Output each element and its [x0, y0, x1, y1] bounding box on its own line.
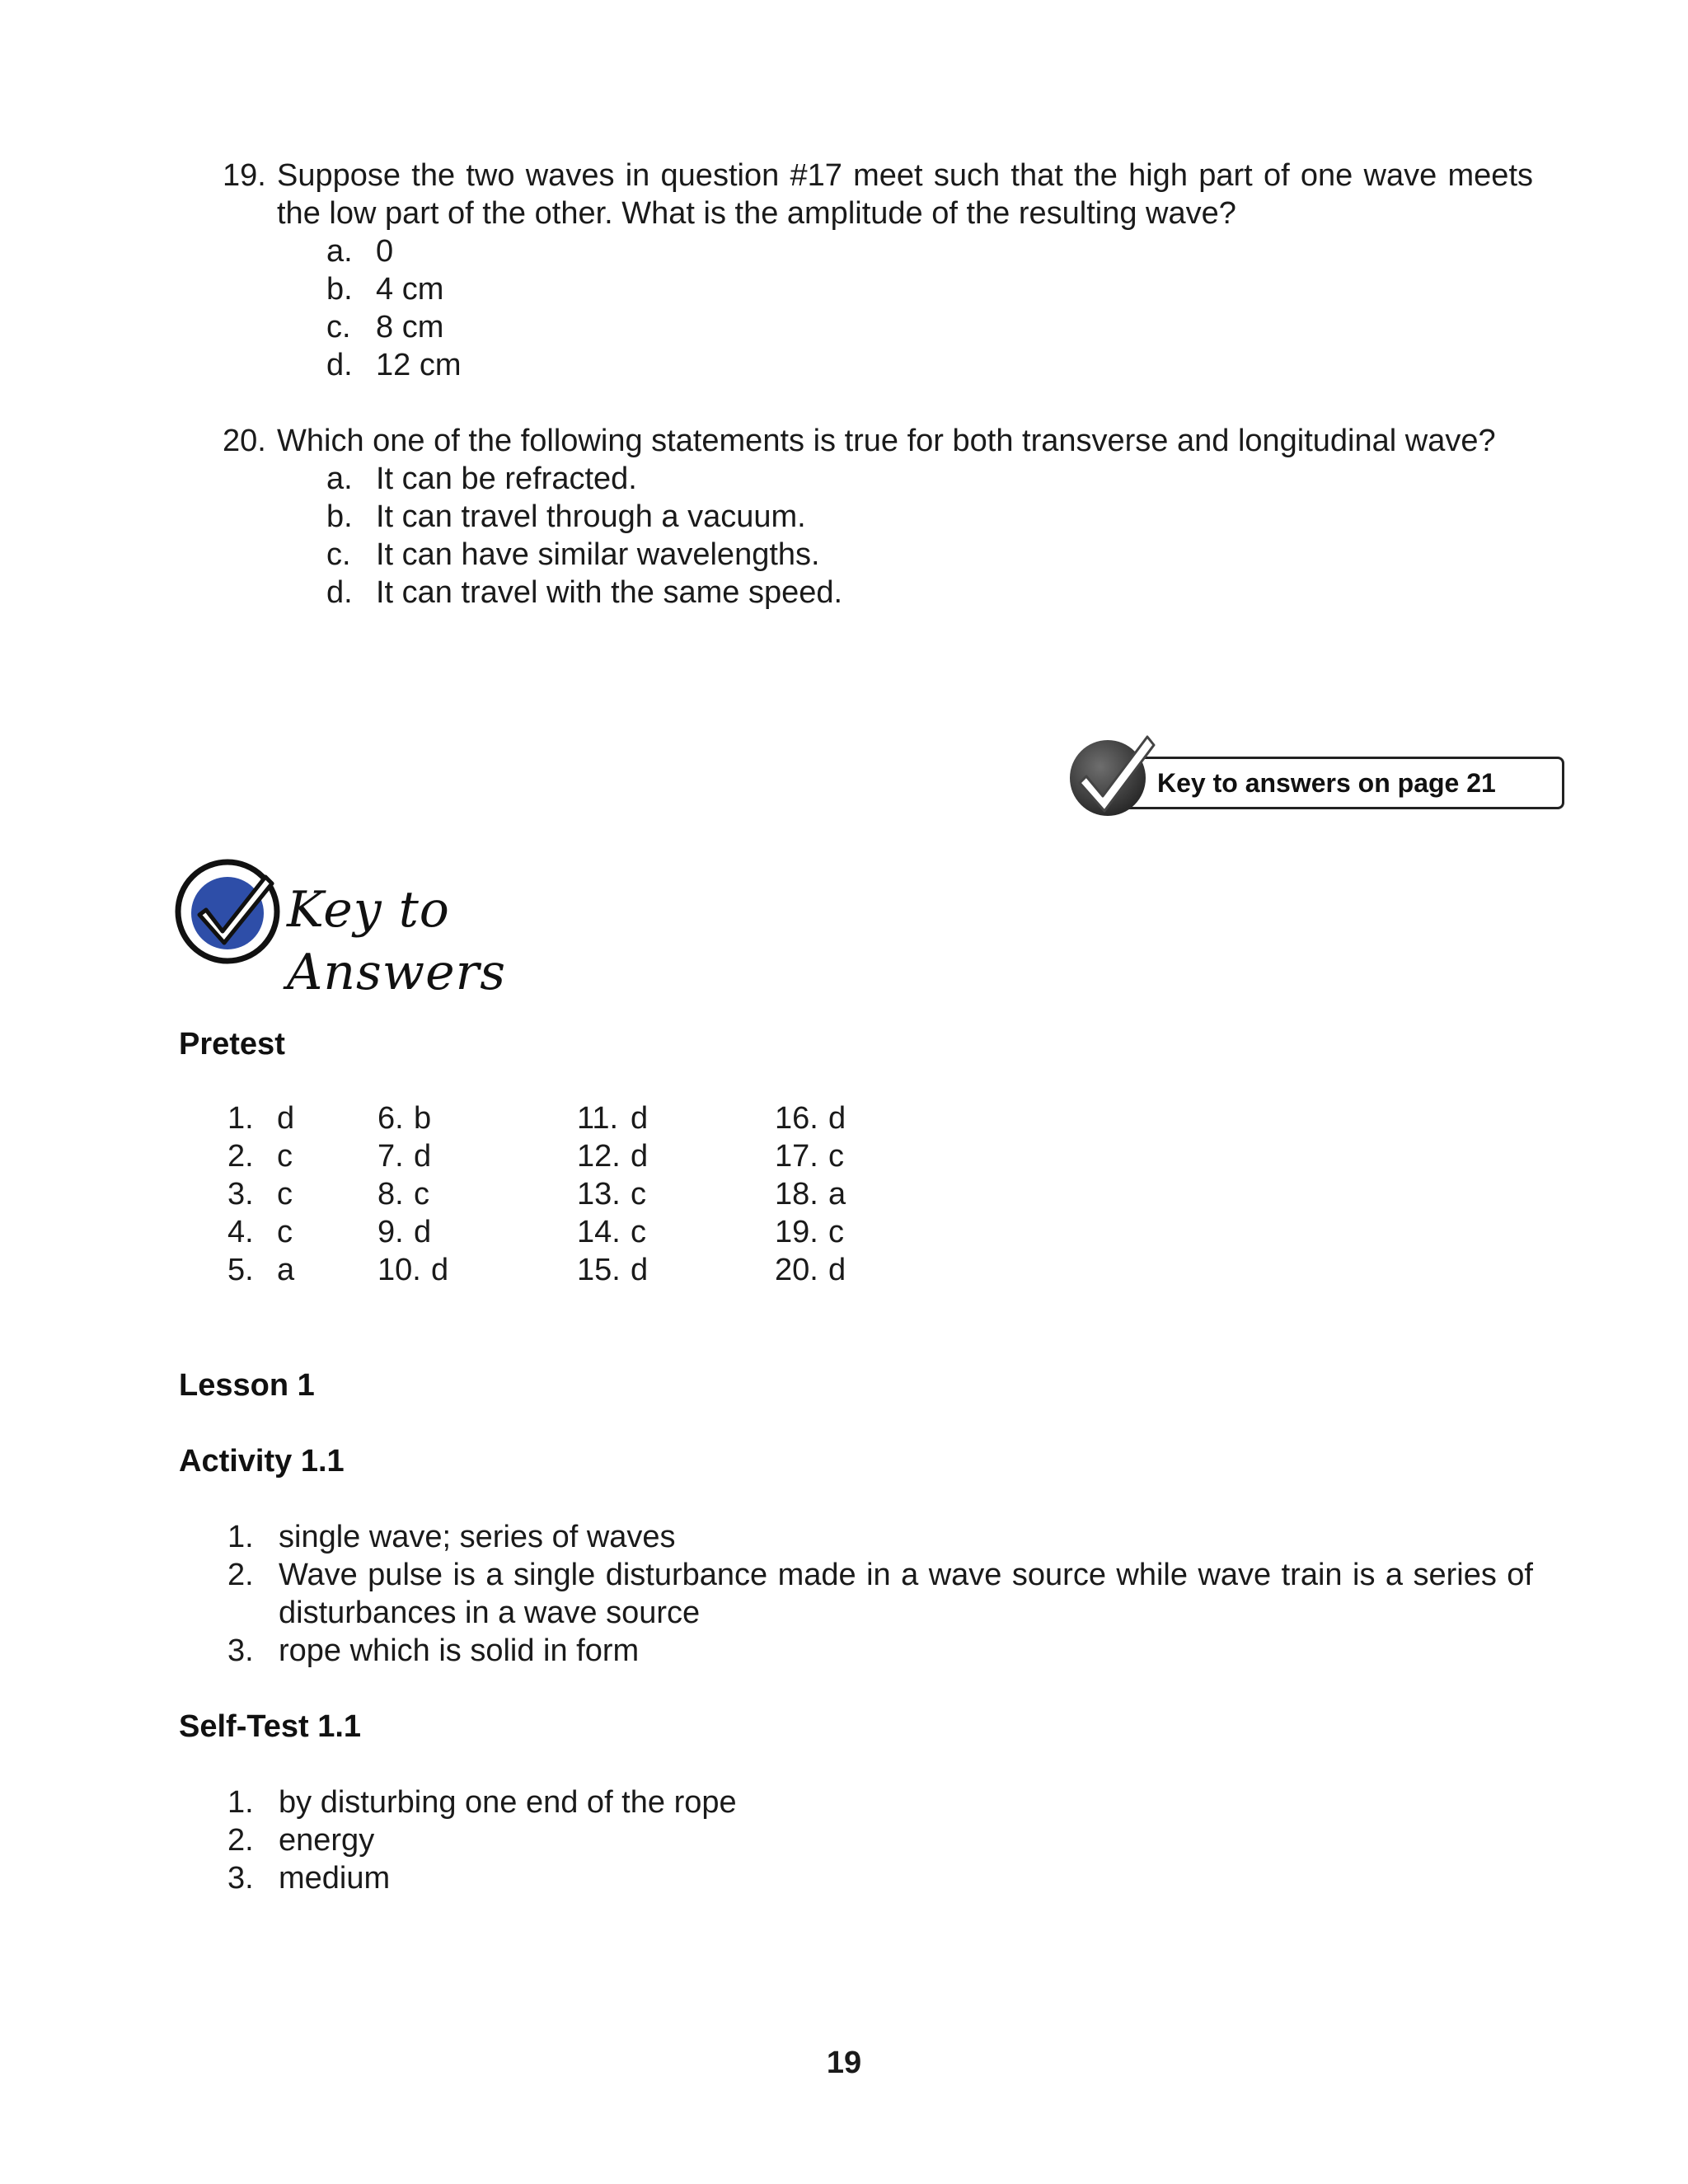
pretest-item: [775, 1137, 846, 1175]
pretest-answer: d: [631, 1253, 649, 1287]
pretest-item: [775, 1251, 846, 1289]
activity-heading: Activity 1.1: [179, 1444, 345, 1479]
pretest-number: 4.: [227, 1215, 254, 1249]
choice-text: It can travel with the same speed.: [376, 575, 843, 610]
choice-letter: a.: [326, 234, 353, 269]
self-test-answer-list: [227, 1783, 1533, 1897]
pretest-number: 18.: [775, 1177, 818, 1212]
pretest-number: 2.: [227, 1139, 254, 1174]
pretest-answer: d: [828, 1101, 846, 1136]
pretest-number: 12.: [577, 1139, 621, 1174]
choice-letter: b.: [326, 499, 353, 534]
list-number: 1.: [227, 1520, 254, 1554]
pretest-column: [227, 1099, 294, 1289]
choice-item: [326, 574, 1533, 612]
choice-letter: b.: [326, 272, 353, 307]
pretest-number: 8.: [377, 1177, 404, 1212]
pretest-number: 11.: [577, 1101, 619, 1136]
pretest-answer: a: [828, 1177, 846, 1212]
pretest-column: [775, 1099, 846, 1289]
list-number: 2.: [227, 1558, 254, 1592]
pretest-number: 10.: [377, 1253, 421, 1287]
list-text: single wave; series of waves: [279, 1520, 676, 1554]
pretest-number: 14.: [577, 1215, 621, 1249]
lesson-heading: Lesson 1: [179, 1368, 315, 1403]
choice-letter: a.: [326, 462, 353, 496]
pretest-item: [577, 1251, 648, 1289]
pretest-item: [227, 1175, 294, 1213]
choice-text: It can have similar wavelengths.: [376, 537, 820, 572]
choice-item: [326, 232, 1533, 270]
check-circle-icon: [173, 855, 284, 970]
page-number: 19: [826, 2046, 862, 2080]
choice-list: [326, 232, 1533, 384]
pretest-answer: b: [414, 1101, 432, 1136]
list-item: [227, 1859, 1533, 1897]
pretest-item: [227, 1099, 294, 1137]
pretest-item: [577, 1099, 648, 1137]
pretest-number: 5.: [227, 1253, 254, 1287]
pretest-item: [377, 1175, 448, 1213]
list-item: [227, 1783, 1533, 1821]
choice-item: [326, 498, 1533, 536]
pretest-answer: c: [277, 1177, 293, 1212]
choice-text: 12 cm: [376, 348, 462, 382]
list-text: rope which is solid in form: [279, 1633, 640, 1668]
question-number: 20.: [223, 424, 266, 458]
pretest-column: [577, 1099, 648, 1289]
pretest-heading: Pretest: [179, 1027, 285, 1062]
pretest-answer: d: [414, 1139, 432, 1174]
choice-letter: d.: [326, 348, 353, 382]
pretest-item: [377, 1213, 448, 1251]
list-text: medium: [279, 1861, 391, 1896]
choice-letter: c.: [326, 310, 351, 344]
choice-item: [326, 270, 1533, 308]
pretest-number: 6.: [377, 1101, 404, 1136]
pretest-answer: c: [414, 1177, 429, 1212]
list-item: [227, 1518, 1533, 1556]
pretest-answer: c: [277, 1139, 293, 1174]
pretest-number: 13.: [577, 1177, 621, 1212]
choice-letter: d.: [326, 575, 353, 610]
list-item: [227, 1632, 1533, 1670]
question-text: Suppose the two waves in question #17 meet such that the high part of one wave meets the low part of the other. What is the amplitude of the resulting wave?: [277, 158, 1533, 231]
list-number: 3.: [227, 1633, 254, 1668]
choice-text: 8 cm: [376, 310, 444, 344]
choice-item: [326, 536, 1533, 574]
self-test-heading: Self-Test 1.1: [179, 1709, 362, 1744]
choice-text: It can travel through a vacuum.: [376, 499, 806, 534]
pretest-item: [577, 1175, 648, 1213]
pretest-answer: c: [828, 1139, 844, 1174]
choice-item: [326, 346, 1533, 384]
question-text: Which one of the following statements is true for both transverse and longitudinal wave?: [277, 424, 1496, 458]
pretest-answer: c: [277, 1215, 293, 1249]
pretest-item: [227, 1251, 294, 1289]
pretest-answer: d: [828, 1253, 846, 1287]
pretest-number: 20.: [775, 1253, 818, 1287]
key-note-label: Key to answers on page 21: [1157, 768, 1496, 798]
pretest-answer: a: [277, 1253, 295, 1287]
pretest-answer: d: [414, 1215, 432, 1249]
list-text: Wave pulse is a single disturbance made in a wave source while wave train is a series of disturbances in a wave source: [279, 1558, 1533, 1630]
list-number: 3.: [227, 1861, 254, 1896]
pretest-answer: d: [631, 1101, 649, 1136]
key-to-answers-note: [1068, 725, 1571, 824]
checkmark-icon: [1068, 725, 1159, 828]
pretest-number: 15.: [577, 1253, 621, 1287]
key-to-answers-header: [173, 855, 684, 1001]
pretest-item: [227, 1213, 294, 1251]
pretest-item: [227, 1137, 294, 1175]
activity-answer-list: [227, 1518, 1533, 1670]
pretest-number: 9.: [377, 1215, 404, 1249]
pretest-number: 1.: [227, 1101, 254, 1136]
choice-list: [326, 460, 1533, 612]
pretest-number: 17.: [775, 1139, 818, 1174]
pretest-answer: c: [631, 1177, 646, 1212]
choice-letter: c.: [326, 537, 351, 572]
choice-item: [326, 460, 1533, 498]
list-item: [227, 1821, 1533, 1859]
question-20: [223, 422, 1533, 612]
list-number: 1.: [227, 1785, 254, 1820]
pretest-column: [377, 1099, 448, 1289]
list-number: 2.: [227, 1823, 254, 1858]
pretest-answer: d: [631, 1139, 649, 1174]
pretest-answer: d: [431, 1253, 449, 1287]
list-text: by disturbing one end of the rope: [279, 1785, 737, 1820]
pretest-item: [577, 1137, 648, 1175]
pretest-number: 3.: [227, 1177, 254, 1212]
pretest-number: 16.: [775, 1101, 818, 1136]
pretest-number: 7.: [377, 1139, 404, 1174]
pretest-answer: c: [828, 1215, 844, 1249]
choice-text: It can be refracted.: [376, 462, 637, 496]
pretest-answer: c: [631, 1215, 646, 1249]
pretest-item: [377, 1251, 448, 1289]
choice-text: 0: [376, 234, 394, 269]
pretest-number: 19.: [775, 1215, 818, 1249]
pretest-item: [377, 1137, 448, 1175]
question-number: 19.: [223, 158, 266, 193]
key-to-answers-title: Key to Answers: [287, 881, 507, 1001]
list-item: [227, 1556, 1533, 1632]
pretest-item: [377, 1099, 448, 1137]
question-19: [223, 157, 1533, 384]
pretest-item: [775, 1175, 846, 1213]
pretest-item: [775, 1213, 846, 1251]
choice-item: [326, 308, 1533, 346]
choice-text: 4 cm: [376, 272, 444, 307]
pretest-answer: d: [277, 1101, 295, 1136]
pretest-item: [775, 1099, 846, 1137]
list-text: energy: [279, 1823, 375, 1858]
pretest-item: [577, 1213, 648, 1251]
